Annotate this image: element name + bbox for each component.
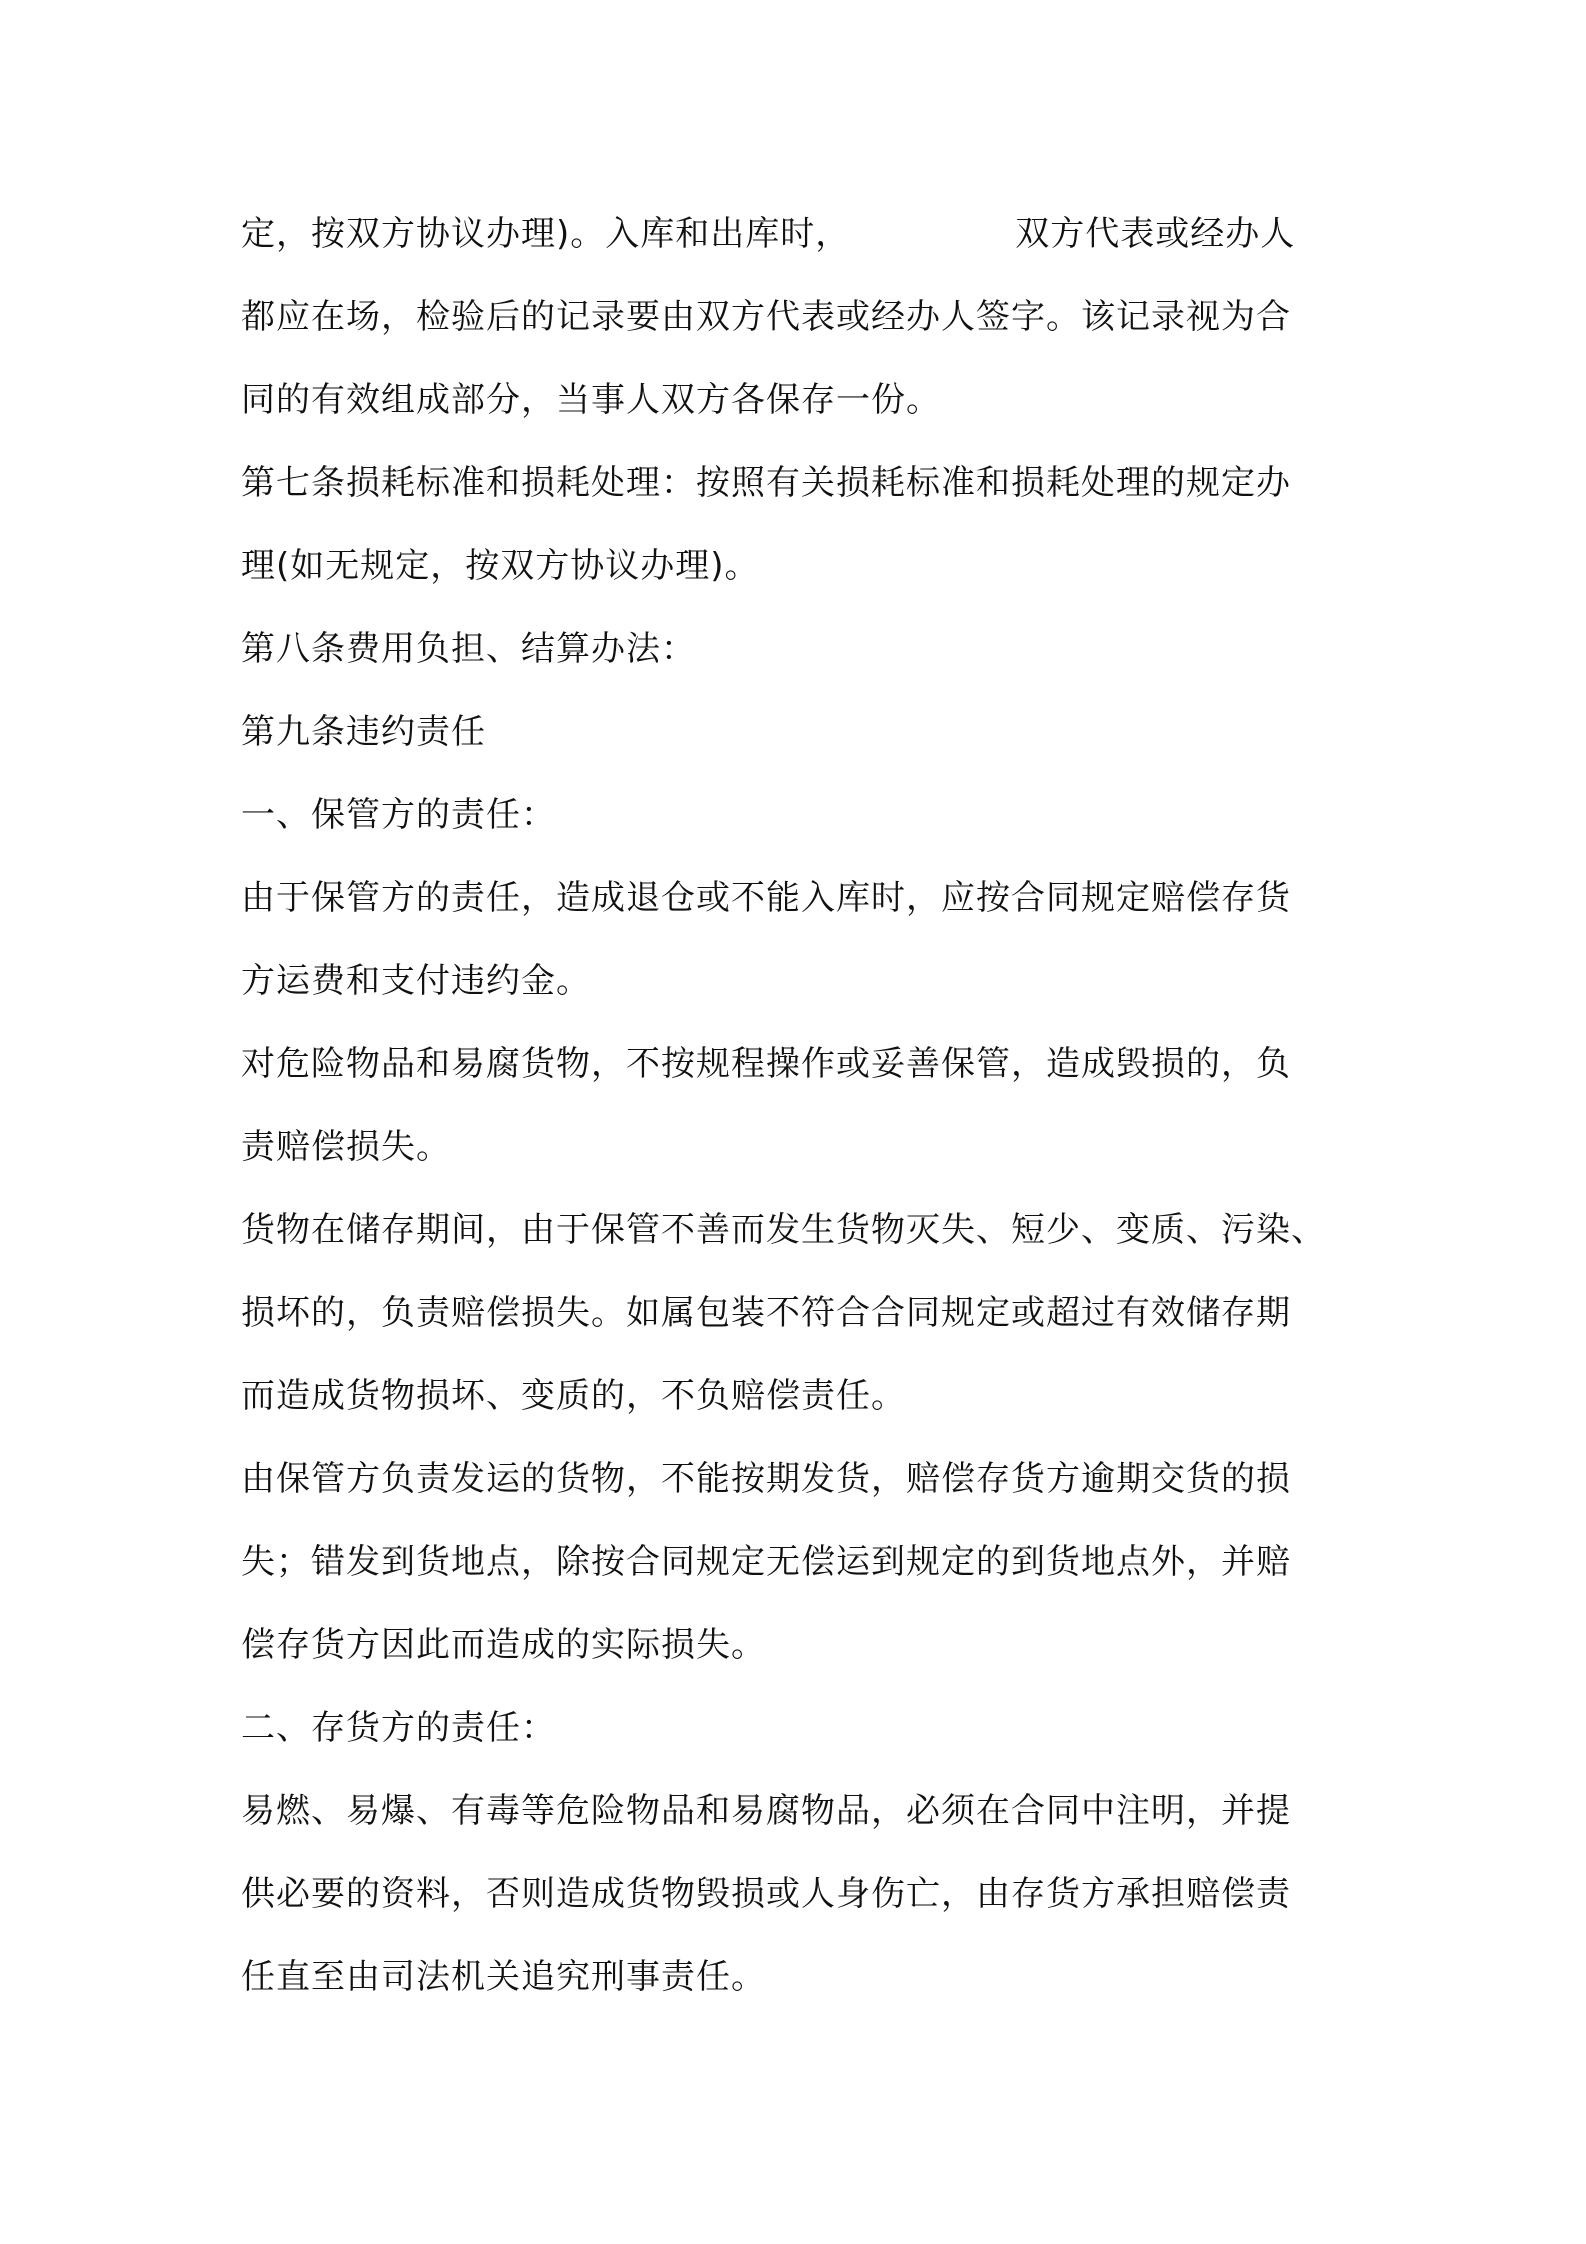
text-line-6: 第八条费用负担、结算办法： — [241, 629, 696, 669]
text-line-21: 供必要的资料，否则造成货物毁损或人身伤亡，由存货方承担赔偿责 — [241, 1874, 1291, 1914]
text-line-1 — [241, 193, 1361, 276]
text-line-1-part-b: 双方代表或经办人 — [1015, 214, 1296, 254]
text-line-13: 货物在储存期间，由于保管不善而发生货物灭失、短少、变质、污染、 — [241, 1210, 1326, 1250]
text-line-14: 损坏的，负责赔偿损失。如属包装不符合合同规定或超过有效储存期 — [241, 1293, 1291, 1333]
text-line-16: 由保管方负责发运的货物，不能按期发货，赔偿存货方逾期交货的损 — [241, 1459, 1291, 1499]
text-line-9: 由于保管方的责任，造成退仓或不能入库时，应按合同规定赔偿存货 — [241, 878, 1291, 918]
text-line-7: 第九条违约责任 — [241, 712, 486, 752]
text-line-4: 第七条损耗标准和损耗处理：按照有关损耗标准和损耗处理的规定办 — [241, 463, 1291, 503]
text-line-17: 失；错发到货地点，除按合同规定无偿运到规定的到货地点外，并赔 — [241, 1542, 1291, 1582]
text-line-8: 一、保管方的责任： — [241, 795, 556, 835]
text-line-18: 偿存货方因此而造成的实际损失。 — [241, 1625, 766, 1665]
text-line-3: 同的有效组成部分，当事人双方各保存一份。 — [241, 380, 941, 420]
text-line-2: 都应在场，检验后的记录要由双方代表或经办人签字。该记录视为合 — [241, 297, 1291, 337]
text-line-22: 任直至由司法机关追究刑事责任。 — [241, 1957, 766, 1997]
document-body — [241, 193, 1361, 2019]
text-line-19: 二、存货方的责任： — [241, 1708, 556, 1748]
text-line-5: 理(如无规定，按双方协议办理)。 — [241, 546, 760, 586]
text-line-20: 易燃、易爆、有毒等危险物品和易腐物品，必须在合同中注明，并提 — [241, 1791, 1291, 1831]
text-line-11: 对危险物品和易腐货物，不按规程操作或妥善保管，造成毁损的，负 — [241, 1044, 1291, 1084]
text-line-15: 而造成货物损坏、变质的，不负赔偿责任。 — [241, 1376, 906, 1416]
text-line-10: 方运费和支付违约金。 — [241, 961, 591, 1001]
text-line-12: 责赔偿损失。 — [241, 1127, 451, 1167]
text-line-1-part-a: 定，按双方协议办理)。入库和出库时， — [241, 214, 851, 254]
